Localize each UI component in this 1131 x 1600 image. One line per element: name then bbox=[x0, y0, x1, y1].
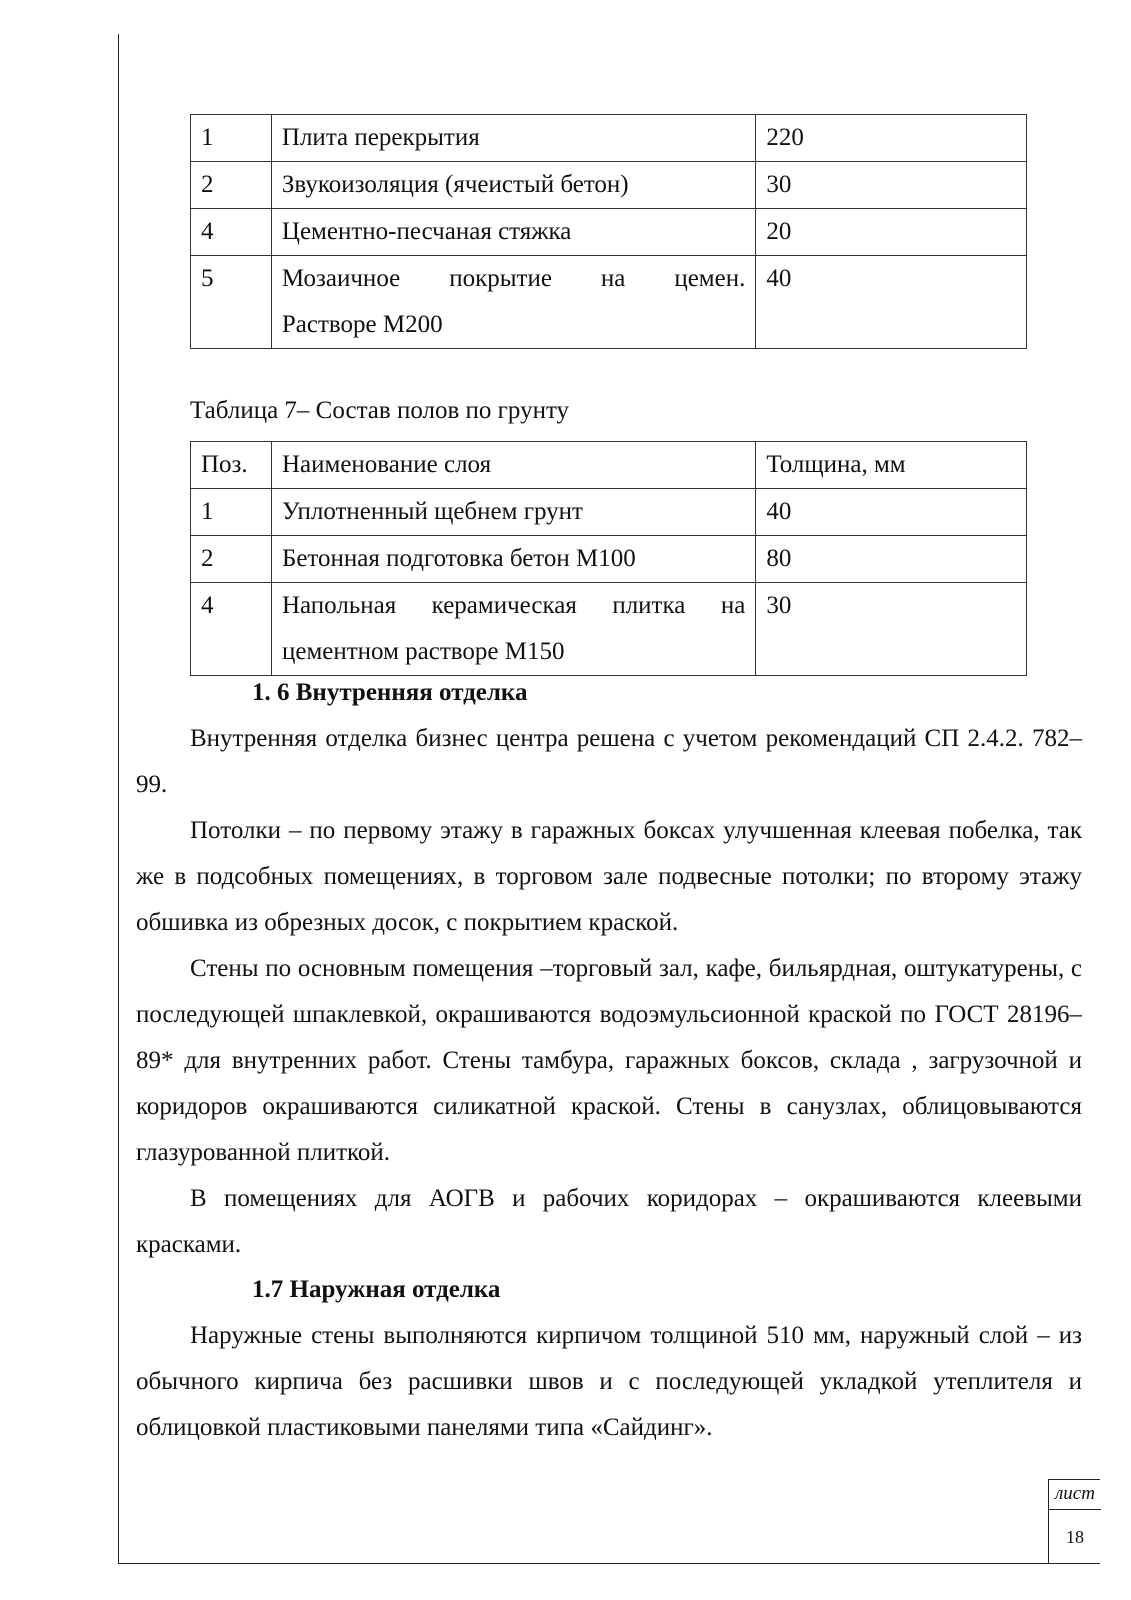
section-body-interior-finishing bbox=[136, 716, 1082, 1268]
table-7-caption: Таблица 7– Состав полов по грунту bbox=[190, 397, 570, 424]
paragraph: Потолки – по первому этажу в гаражных боксах улучшенная клеевая побелка, так же в подсобных помещениях, в торговом зале подвесные потолки; по второму этажу обшивка из обрезных досок, с покрытием краской. bbox=[136, 817, 1082, 936]
paragraph: Внутренняя отделка бизнес центра решена с учетом рекомендаций СП 2.4.2. 782–99. bbox=[136, 725, 1082, 798]
column-header-position: Поз. bbox=[191, 442, 272, 489]
layer-name-line-1: Напольная керамическая плитка на bbox=[281, 592, 746, 619]
ground-floor-layers-table bbox=[190, 441, 1027, 676]
floor-layers-table-continued bbox=[190, 114, 1027, 349]
section-heading-interior-finishing: 1. 6 Внутренняя отделка bbox=[252, 679, 528, 706]
layer-name-line-1: Мозаичное покрытие на цемен. bbox=[281, 265, 746, 292]
section-heading-exterior-finishing: 1.7 Наружная отделка bbox=[252, 1276, 501, 1303]
table-row bbox=[191, 162, 1027, 209]
sheet-number-stamp bbox=[1048, 1479, 1100, 1563]
paragraph: В помещениях для АОГВ и рабочих коридорах – окрашиваются клеевыми красками. bbox=[136, 1185, 1082, 1258]
table-cell-layer-name: Плита перекрытия bbox=[271, 115, 755, 162]
frame-bottom-border bbox=[118, 1563, 1100, 1564]
table-row bbox=[191, 209, 1027, 256]
table-cell-position: 2 bbox=[191, 536, 272, 583]
section-body-exterior-finishing bbox=[136, 1313, 1082, 1451]
layer-name-line-2: Растворе М200 bbox=[281, 311, 443, 338]
table-cell-thickness: 30 bbox=[756, 162, 1027, 209]
paragraph: Наружные стены выполняются кирпичом толщиной 510 мм, наружный слой – из обычного кирпича без расшивки швов и с последующей укладкой утеплителя и облицовкой пластиковыми панелями типа «Сайдинг». bbox=[136, 1322, 1082, 1441]
table-cell-layer-name: Звукоизоляция (ячеистый бетон) bbox=[271, 162, 755, 209]
table-cell-layer-name: Цементно-песчаная стяжка bbox=[271, 209, 755, 256]
table-cell-thickness: 220 bbox=[756, 115, 1027, 162]
layer-name-line-2: цементном растворе М150 bbox=[281, 638, 565, 665]
table-row bbox=[191, 489, 1027, 536]
table-cell-layer-name: Бетонная подготовка бетон М100 bbox=[271, 536, 755, 583]
table-cell-thickness: 30 bbox=[756, 583, 1027, 676]
table-row bbox=[191, 256, 1027, 349]
table-cell-thickness: 40 bbox=[756, 489, 1027, 536]
table-cell-layer-name bbox=[271, 583, 755, 676]
table-cell-thickness: 40 bbox=[756, 256, 1027, 349]
table-cell-position: 4 bbox=[191, 583, 272, 676]
table-cell-thickness: 80 bbox=[756, 536, 1027, 583]
table-cell-position: 4 bbox=[191, 209, 272, 256]
table-cell-layer-name bbox=[271, 256, 755, 349]
table-cell-position: 2 bbox=[191, 162, 272, 209]
table-row bbox=[191, 536, 1027, 583]
sheet-number: 18 bbox=[1066, 1527, 1084, 1547]
table-cell-thickness: 20 bbox=[756, 209, 1027, 256]
frame-left-border bbox=[118, 34, 119, 1564]
table-row bbox=[191, 583, 1027, 676]
table-cell-layer-name: Уплотненный щебнем грунт bbox=[271, 489, 755, 536]
table-cell-position: 1 bbox=[191, 489, 272, 536]
column-header-layer-name: Наименование слоя bbox=[271, 442, 755, 489]
column-header-thickness: Толщина, мм bbox=[756, 442, 1027, 489]
paragraph: Стены по основным помещения –торговый зал, кафе, бильярдная, оштукатурены, с последующей шпаклевкой, окрашиваются водоэмульсионной краской по ГОСТ 28196–89* для внутренних работ. Стены тамбура, гаражных боксов, склада , загрузочной и коридоров окрашиваются силикатной краской. Стены в санузлах, облицовываются глазурованной плиткой. bbox=[136, 955, 1082, 1166]
table-cell-position: 1 bbox=[191, 115, 272, 162]
table-row bbox=[191, 115, 1027, 162]
table-cell-position: 5 bbox=[191, 256, 272, 349]
sheet-label: лист bbox=[1049, 1480, 1101, 1510]
table-header-row bbox=[191, 442, 1027, 489]
